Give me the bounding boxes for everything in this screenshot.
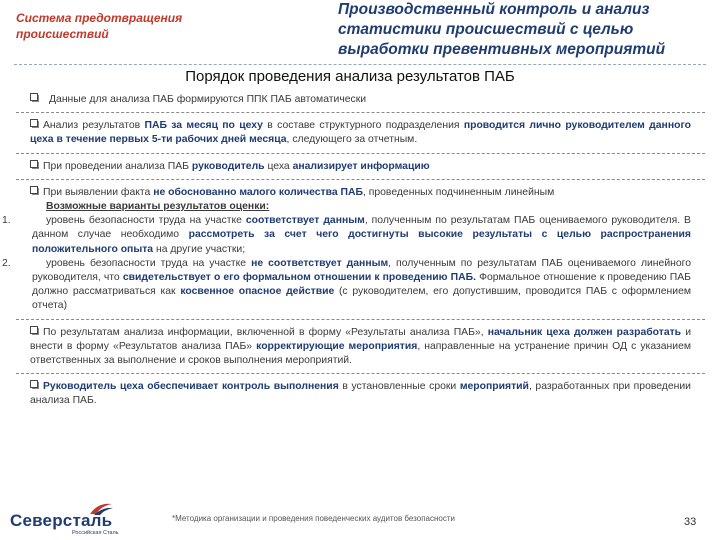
text-segment: и внести в форму «Результатов анализа ПАБ» <box>30 326 691 352</box>
highlighted-text: ПАБ за месяц по цеху <box>144 120 263 132</box>
analysis-item <box>30 326 691 369</box>
text-segment: По результатам анализа информации, включенной в форму «Результаты анализа ПАБ», <box>43 326 488 338</box>
page-number: 33 <box>684 516 697 528</box>
item-paragraph <box>30 93 691 107</box>
highlighted-text: свидетельствует о его формальном отношении к проведению ПАБ. <box>122 272 476 284</box>
item-paragraph <box>30 119 691 147</box>
highlighted-text: руководитель <box>191 160 265 172</box>
section-divider <box>16 319 705 320</box>
analysis-item <box>30 160 691 174</box>
text-segment: , проведенных подчиненным линейным <box>362 186 555 198</box>
analysis-item <box>30 119 691 147</box>
text-segment: При проведении анализа ПАБ <box>43 160 192 172</box>
item-paragraph <box>30 186 691 200</box>
text-segment: в установленные сроки <box>338 381 460 393</box>
analysis-item <box>30 93 691 107</box>
highlighted-text: анализирует информацию <box>292 160 430 172</box>
highlighted-text: косвенное опасное действие <box>180 286 335 298</box>
numbered-list-item <box>2 214 691 257</box>
text-segment: уровень безопасности труда на участке <box>46 215 246 227</box>
severstal-logo <box>10 500 160 536</box>
header-right-title: Производственный контроль и анализ статистики происшествий с целью выработки превентивных мероприятий <box>338 1 666 58</box>
list-number: 1. <box>2 215 11 227</box>
text-segment: Анализ результатов <box>43 120 145 132</box>
text-segment: , полученным по результатам ПАБ оцениваемого руководителя. В данном случае необходимо <box>32 215 691 241</box>
numbered-list-item <box>2 257 691 314</box>
slide-subtitle: Порядок проведения анализа результатов ПАБ <box>185 68 515 85</box>
analysis-item <box>30 380 691 408</box>
highlighted-text: Руководитель цеха обеспечивает контроль выполнения <box>43 381 339 393</box>
text-segment: в составе структурного подразделения <box>262 120 464 132</box>
text-segment: Формальное отношение к проведению ПАБ должно рассматриваться как <box>32 272 691 298</box>
highlighted-text: соответствует данным <box>245 215 365 227</box>
section-divider <box>16 112 705 113</box>
item-paragraph <box>30 160 691 174</box>
highlighted-text: не обоснованно малого количества ПАБ <box>153 186 363 198</box>
header-divider <box>14 64 706 65</box>
text-segment: уровень безопасности труда на участке <box>46 257 252 269</box>
checkbox-bullet-icon <box>30 186 40 196</box>
checkbox-bullet-icon <box>30 160 40 170</box>
text-segment: , следующего за отчетным. <box>286 134 418 146</box>
header-left-title: Система предотвращения происшествий <box>16 11 183 41</box>
text-segment: Данные для анализа ПАБ формируются ППК ПАБ автоматически <box>49 94 367 105</box>
subheading: Возможные варианты результатов оценки: <box>46 201 270 213</box>
text-segment: (с руководителем, его допустившим, проводится ПАБ с оформлением отчета) <box>32 286 691 312</box>
text-segment: на другие участки; <box>153 243 246 255</box>
section-divider <box>16 153 705 154</box>
list-text <box>32 257 691 314</box>
text-segment: цеха <box>264 160 293 172</box>
checkbox-bullet-icon <box>30 380 40 390</box>
checkbox-bullet-icon <box>30 326 40 336</box>
item-paragraph <box>30 380 691 408</box>
checkbox-bullet-icon <box>30 119 40 129</box>
logo-subtext: Российская Сталь <box>72 530 119 536</box>
text-segment: , направленные на устранение причин ОД с указанием ответственных за выполнение и сроков выполнения мероприятий. <box>30 340 691 367</box>
highlighted-text: не соответствует данным <box>251 257 389 269</box>
section-divider <box>16 373 705 374</box>
highlighted-text: начальник цеха должен разработать <box>487 326 682 338</box>
checkbox-bullet-icon <box>30 93 40 103</box>
highlighted-text: рассмотреть за счет чего достигнуты высокие результаты с целью распространения положительного опыта <box>32 229 691 255</box>
text-segment: , разработанных при проведении анализа ПАБ. <box>30 381 691 407</box>
text-segment: При выявлении факта <box>43 186 154 198</box>
footnote: *Методика организации и проведения поведенческих аудитов безопасности <box>172 514 455 523</box>
item-paragraph <box>30 326 691 369</box>
text-segment: , полученным по результатам ПАБ оцениваемого линейного руководителя, что <box>32 257 691 284</box>
content-area <box>2 93 691 409</box>
list-number: 2. <box>2 257 11 269</box>
highlighted-text: мероприятий <box>459 381 529 393</box>
logo-text: Северсталь <box>10 511 113 530</box>
highlighted-text: корректирующие мероприятия <box>256 340 418 352</box>
section-divider <box>16 179 705 180</box>
list-text <box>32 214 691 257</box>
highlighted-text: проводится лично руководителем данного цеха в течение первых 5-ти рабочих дней месяца <box>30 120 691 146</box>
analysis-item <box>2 186 691 314</box>
